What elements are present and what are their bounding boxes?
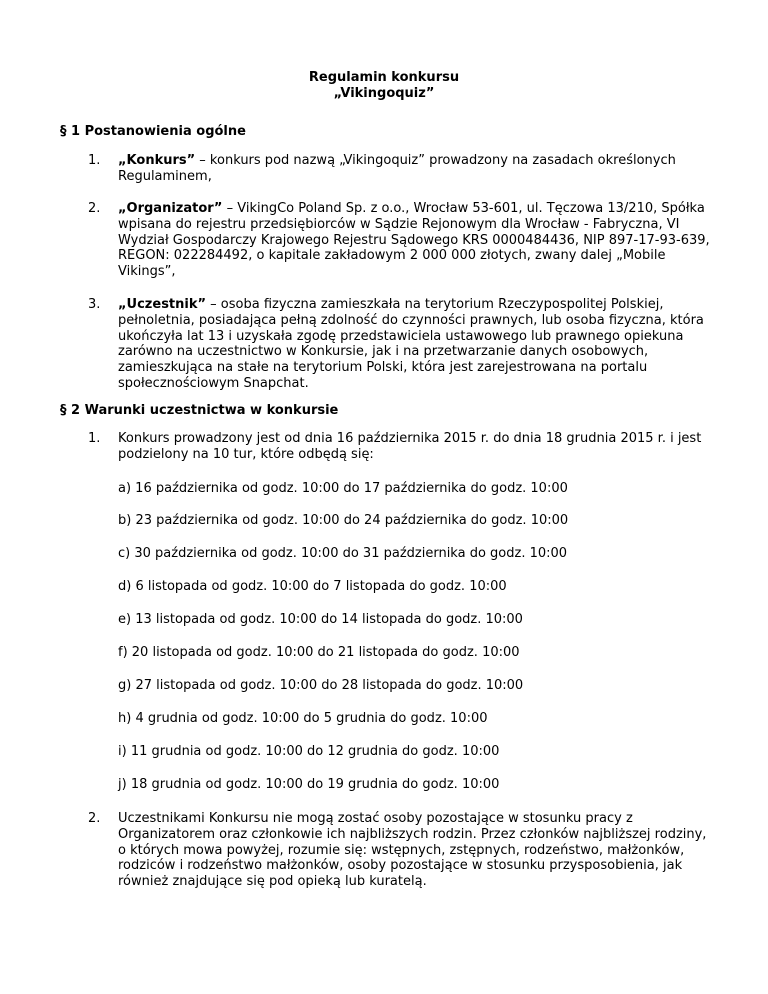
doc-title: Regulamin konkursu bbox=[308, 70, 460, 85]
list-number: 3. bbox=[88, 297, 101, 312]
definition-organizator bbox=[118, 201, 718, 280]
tour-item: i) 11 grudnia od godz. 10:00 do 12 grudnia do godz. 10:00 bbox=[118, 744, 500, 759]
tour-item: b) 23 października od godz. 10:00 do 24 października do godz. 10:00 bbox=[118, 513, 569, 528]
tour-item: f) 20 listopada od godz. 10:00 do 21 listopada do godz. 10:00 bbox=[118, 645, 520, 660]
exclusion-text: Uczestnikami Konkursu nie mogą zostać osoby pozostające w stosunku pracy z Organizatorem oraz członkowie ich najbliższych rodzin. Przez członków najbliższej rodziny, o których mowa powyżej, rozumie się: wstępnych, zstępnych, rodzeństwo, małżonków, rodziców i rodzeństwo małżonków, osoby pozostające w stosunku przysposobienia, jak również znajdujące się pod opieką lub kuratelą. bbox=[118, 811, 707, 890]
list-number: 1. bbox=[88, 153, 101, 168]
list-number: 1. bbox=[88, 431, 101, 446]
term: „Organizator” bbox=[118, 201, 223, 216]
tour-item: c) 30 października od godz. 10:00 do 31 października do godz. 10:00 bbox=[118, 546, 568, 561]
section-1-heading: § 1 Postanowienia ogólne bbox=[60, 124, 246, 139]
definition-text: – VikingCo Poland Sp. z o.o., Wrocław 53-601, ul. Tęczowa 13/210, Spółka wpisana do rejestru przedsiębiorców w Sądzie Rejonowym dla Wrocław - Fabryczna, VI Wydział Gospodarczy Krajowego Rejestru Sądowego KRS 0000484436, NIP 897-17-93-639, REGON: 022284492, o kapitale zakładowym 2 000 000 złotych, zwany dalej „Mobile Vikings”, bbox=[118, 201, 710, 280]
definition-text: – osoba fizyczna zamieszkała na terytorium Rzeczypospolitej Polskiej, pełnoletnia, posiadająca pełną zdolność do czynności prawnych, lub osoba fizyczna, która ukończyła lat 13 i uzyskała zgodę przedstawiciela ustawowego lub prawnego opiekuna zarówno na uczestnictwo w Konkursie, jak i na przetwarzanie danych osobowych, zamieszkująca na stałe na terytorium Polski, która jest zarejestrowana na portalu społecznościowym Snapchat. bbox=[118, 297, 704, 391]
contest-period-text: Konkurs prowadzony jest od dnia 16 października 2015 r. do dnia 18 grudnia 2015 r. i jest podzielony na 10 tur, które odbędą się: bbox=[118, 431, 702, 462]
tour-item: h) 4 grudnia od godz. 10:00 do 5 grudnia do godz. 10:00 bbox=[118, 711, 488, 726]
list-number: 2. bbox=[88, 201, 101, 216]
doc-subtitle: „Vikingoquiz” bbox=[333, 86, 435, 101]
definition-konkurs bbox=[118, 153, 718, 185]
section-2-heading: § 2 Warunki uczestnictwa w konkursie bbox=[60, 403, 339, 418]
tour-item: e) 13 listopada od godz. 10:00 do 14 listopada do godz. 10:00 bbox=[118, 612, 523, 627]
term: „Uczestnik” bbox=[118, 297, 207, 312]
definition-text: – konkurs pod nazwą „Vikingoquiz” prowadzony na zasadach określonych Regulaminem, bbox=[118, 153, 676, 184]
tour-item: d) 6 listopada od godz. 10:00 do 7 listopada do godz. 10:00 bbox=[118, 579, 507, 594]
tour-item: j) 18 grudnia od godz. 10:00 do 19 grudnia do godz. 10:00 bbox=[118, 777, 500, 792]
term: „Konkurs” bbox=[118, 153, 196, 168]
list-number: 2. bbox=[88, 811, 101, 826]
definition-uczestnik bbox=[118, 297, 718, 392]
tour-item: g) 27 listopada od godz. 10:00 do 28 listopada do godz. 10:00 bbox=[118, 678, 524, 693]
tour-item: a) 16 października od godz. 10:00 do 17 października do godz. 10:00 bbox=[118, 481, 568, 496]
